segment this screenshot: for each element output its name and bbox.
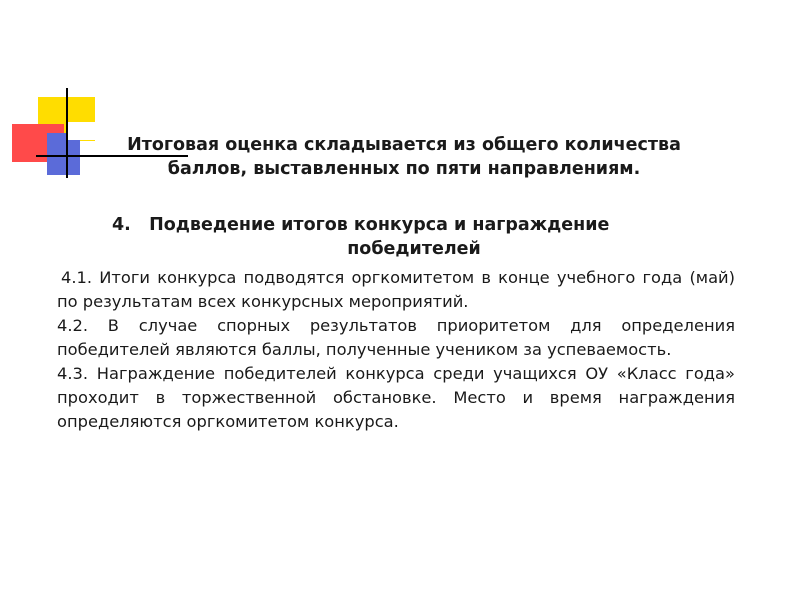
section-title-line-2: победителей	[347, 239, 481, 259]
body-text	[57, 266, 735, 434]
heading-line-2: баллов, выставленных по пяти направлениям.	[167, 159, 641, 179]
vertical-line-decoration	[66, 88, 68, 178]
section-title-line-1: 4. Подведение итогов конкурса и награждение	[112, 215, 610, 235]
heading-line-1: Итоговая оценка складывается из общего количества	[127, 135, 681, 155]
paragraph-4-1: 4.1. Итоги конкурса подводятся оргкомитетом в конце учебного года (май) по результатам всех конкурсных мероприятий.	[57, 268, 735, 311]
slide-heading	[70, 133, 738, 181]
section-title	[100, 213, 720, 261]
paragraph-4-3: 4.3. Награждение победителей конкурса среди учащихся ОУ «Класс года» проходит в торжественной обстановке. Место и время награждения определяются оргкомитетом конкурса.	[57, 364, 735, 431]
paragraph-4-2: 4.2. В случае спорных результатов приоритетом для определения победителей являются баллы, полученные учеником за успеваемость.	[57, 316, 735, 359]
